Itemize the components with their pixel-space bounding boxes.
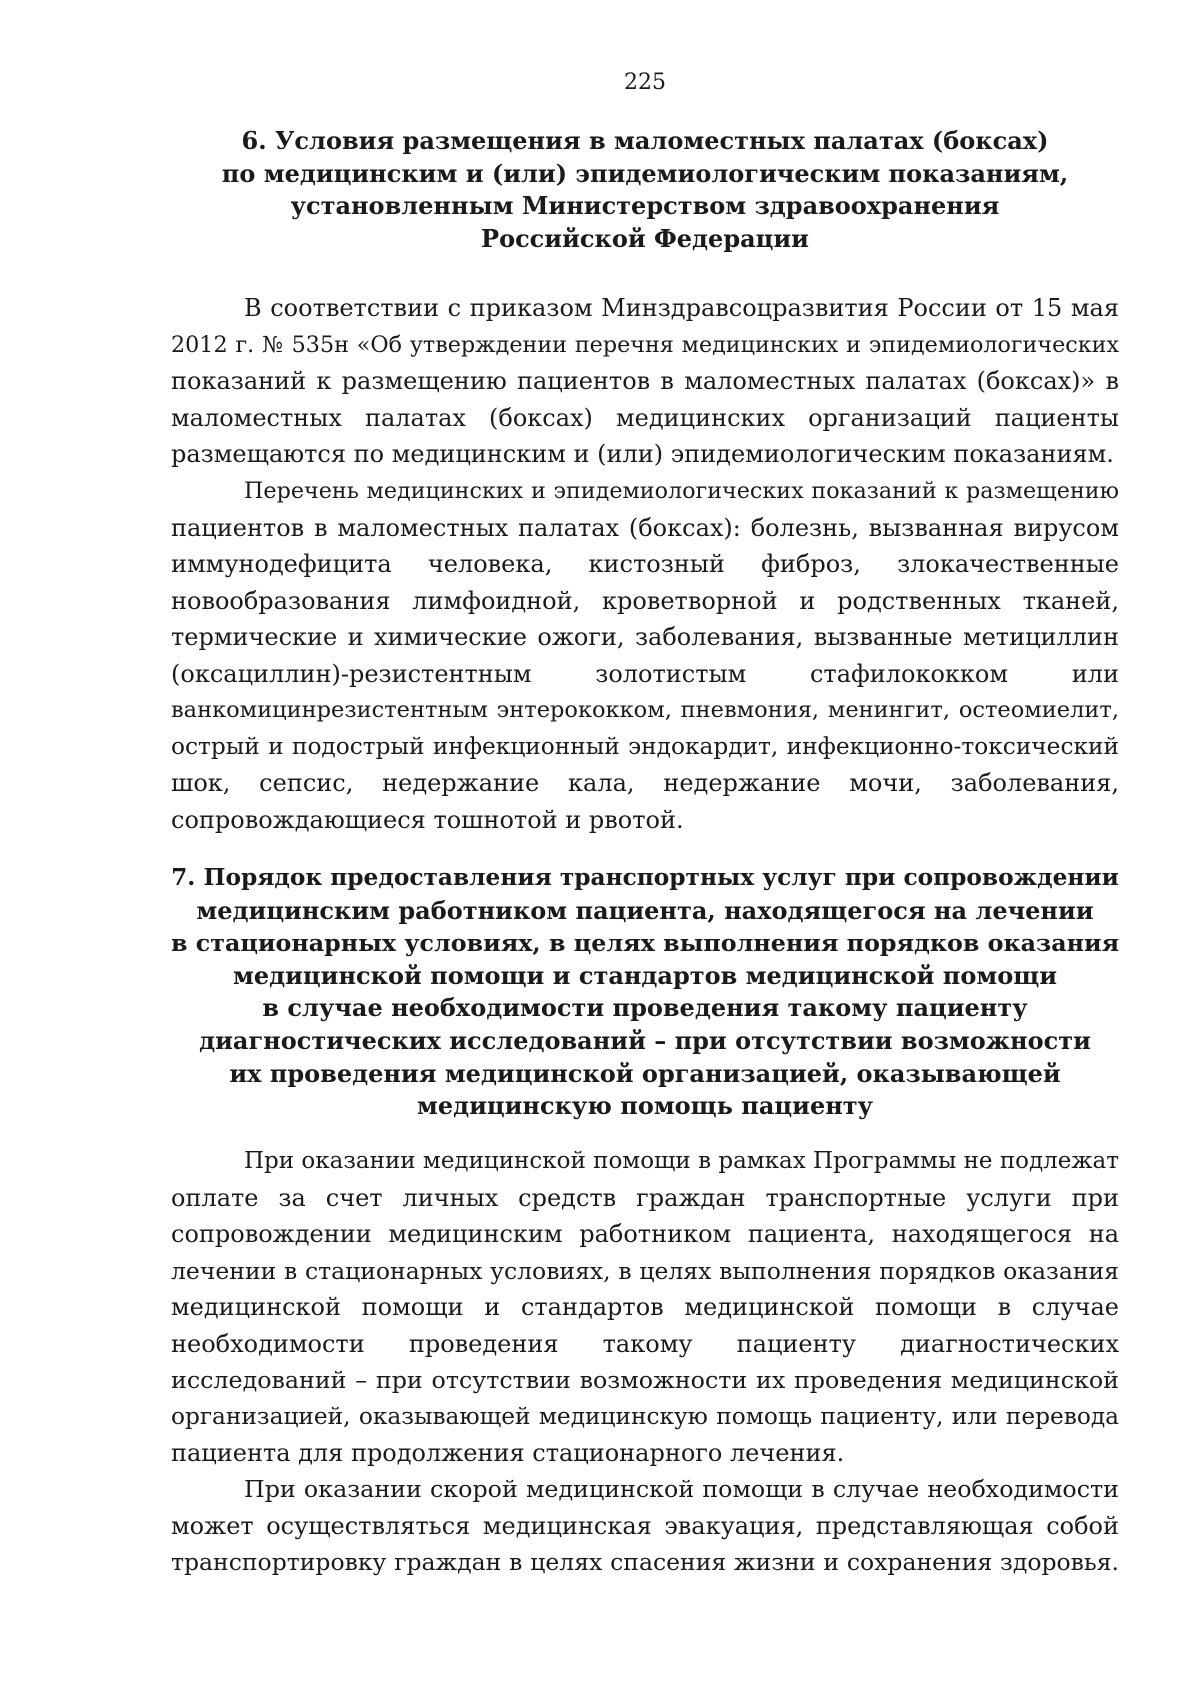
paragraph-line: сопровождении медицинским работником пациента, находящегося на xyxy=(171,1220,1119,1248)
paragraph-line: медицинской помощи и стандартов медицинской помощи в случае xyxy=(171,1293,1119,1321)
paragraph-line: оплате за счет личных средств граждан транспортные услуги при xyxy=(171,1183,1119,1212)
paragraph-line: сопровождающиеся тошнотой и рвотой. xyxy=(171,805,684,834)
section-7-heading-line: медицинским работником пациента, находящегося на лечении xyxy=(196,895,1094,925)
paragraph-line: В соответствии с приказом Минздравсоцразвития России от 15 мая xyxy=(244,294,1119,322)
paragraph-line: транспортировку граждан в целях спасения жизни и сохранения здоровья. xyxy=(171,1548,1119,1576)
section-7-heading-line: медицинской помощи и стандартов медицинской помощи xyxy=(233,960,1057,990)
paragraph-line: размещаются по медицинским и (или) эпидемиологическим показаниям. xyxy=(171,440,1114,468)
section-7-paragraph-1 xyxy=(171,1143,1119,1472)
paragraph-line: термические и химические ожоги, заболевания, вызванные метициллин xyxy=(171,623,1119,651)
paragraph-line: новообразования лимфоидной, кроветворной и родственных тканей, xyxy=(171,586,1119,615)
section-6-heading xyxy=(171,125,1119,255)
paragraph-line: может осуществляться медицинская эвакуация, представляющая собой xyxy=(171,1511,1119,1540)
paragraph-line: При оказании медицинской помощи в рамках Программы не подлежат xyxy=(244,1148,1119,1174)
section-6-paragraph-2 xyxy=(171,473,1119,838)
paragraph-line: 2012 г. № 535н «Об утверждении перечня медицинских и эпидемиологических xyxy=(171,331,1119,358)
page-number: 225 xyxy=(624,70,666,95)
paragraph-line: При оказании скорой медицинской помощи в случае необходимости xyxy=(244,1475,1119,1503)
paragraph-line: организацией, оказывающей медицинскую помощь пациенту, или перевода xyxy=(171,1402,1119,1430)
paragraph-line: пациентов в маломестных палатах (боксах): болезнь, вызванная вирусом xyxy=(171,513,1119,542)
paragraph-line: острый и подострый инфекционный эндокардит, инфекционно-токсический xyxy=(171,732,1119,760)
paragraph-line: исследований – при отсутствии возможности их проведения медицинской xyxy=(171,1366,1119,1394)
section-6-heading-line: 6. Условия размещения в маломестных палатах (боксах) xyxy=(241,126,1049,155)
section-7-heading xyxy=(171,862,1119,1123)
paragraph-line: маломестных палатах (боксах) медицинских организаций пациенты xyxy=(171,403,1119,432)
paragraph-line: Перечень медицинских и эпидемиологических показаний к размещению xyxy=(244,478,1119,504)
section-6-heading-line: Российской Федерации xyxy=(481,223,809,253)
section-7-heading-line: 7. Порядок предоставления транспортных услуг при сопровождении xyxy=(171,864,1119,891)
section-7-heading-line: медицинскую помощь пациенту xyxy=(416,1091,874,1121)
section-7-paragraph-2 xyxy=(171,1471,1119,1581)
section-7-heading-line: их проведения медицинской организацией, оказывающей xyxy=(229,1058,1061,1088)
section-6-heading-line: по медицинским и (или) эпидемиологическим показаниям, xyxy=(221,158,1069,188)
paragraph-line: шок, сепсис, недержание кала, недержание мочи, заболевания, xyxy=(171,769,1119,797)
paragraph-line: показаний к размещению пациентов в маломестных палатах (боксах)» в xyxy=(171,367,1119,395)
paragraph-line: необходимости проведения такому пациенту диагностических xyxy=(171,1329,1119,1358)
section-7-heading-line: в стационарных условиях, в целях выполнения порядков оказания xyxy=(171,929,1120,958)
section-6-paragraph-1 xyxy=(171,290,1119,473)
section-6-heading-line: установленным Министерством здравоохранения xyxy=(290,191,1000,221)
paragraph-line: лечении в стационарных условиях, в целях выполнения порядков оказания xyxy=(171,1256,1119,1285)
paragraph-line: пациента для продолжения стационарного лечения. xyxy=(171,1439,845,1467)
section-7-heading-line: диагностических исследований – при отсутствии возможности xyxy=(199,1025,1091,1055)
paragraph-line: (оксациллин)-резистентным золотистым стафилококком или xyxy=(171,659,1119,688)
paragraph-line: ванкомицинрезистентным энтерококком, пневмония, менингит, остеомиелит, xyxy=(171,697,1119,723)
paragraph-line: иммунодефицита человека, кистозный фиброз, злокачественные xyxy=(171,550,1119,578)
section-7-heading-line: в случае необходимости проведения такому пациенту xyxy=(262,993,1028,1023)
